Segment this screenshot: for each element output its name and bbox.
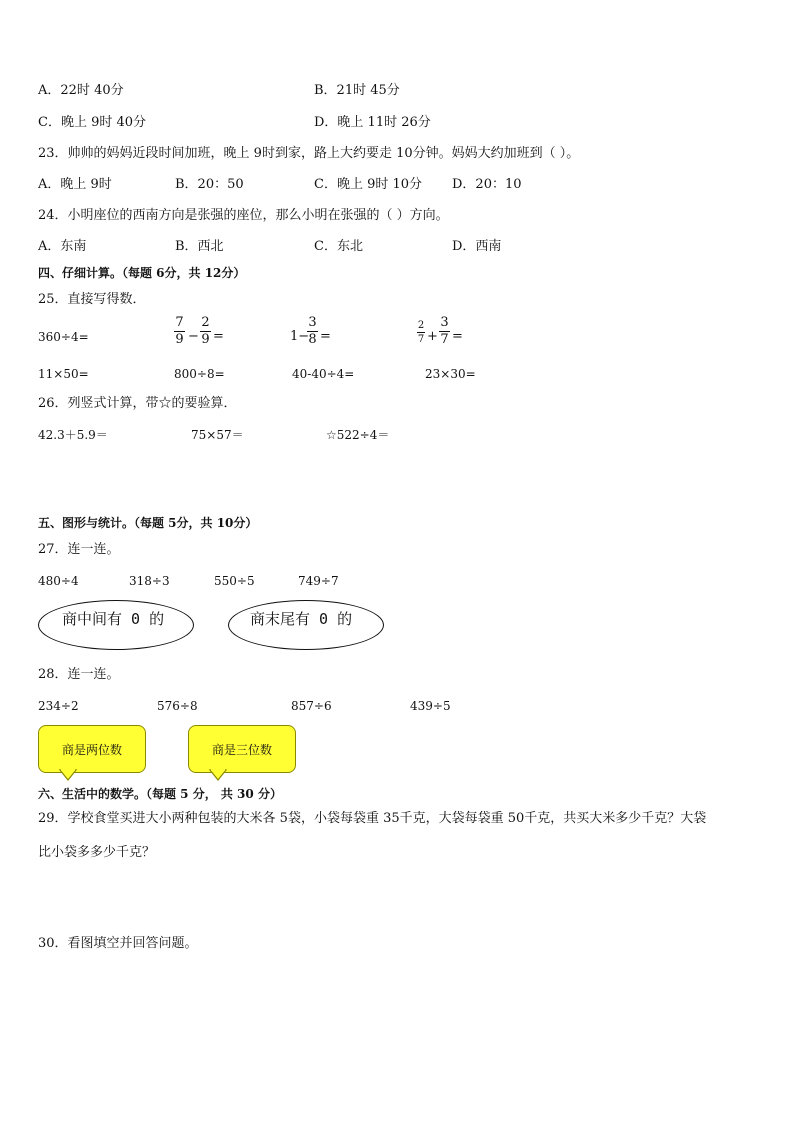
- fraction: 2 9: [201, 315, 210, 347]
- q25-expr-8: 23×30=: [425, 367, 476, 381]
- q23-option-b: B．20：50: [175, 177, 244, 192]
- section-4-title: 四、仔细计算。（每题 6分，共 12分）: [38, 266, 246, 280]
- equals-sign: =: [320, 329, 331, 344]
- q28-item: 576÷8: [157, 699, 198, 713]
- q24-stem: 24．小明座位的西南方向是张强的座位，那么小明在张强的（ ）方向。: [38, 208, 449, 223]
- q28-item: 234÷2: [38, 699, 79, 713]
- callout-label: 商是两位数: [61, 742, 122, 757]
- q28-item: 439÷5: [410, 699, 451, 713]
- plus-sign: +: [427, 329, 438, 344]
- q26-expr-3: ☆522÷4＝: [326, 428, 390, 442]
- q25-expr-4: [417, 316, 477, 356]
- q25-expr-2: [174, 316, 234, 356]
- oval-label: 商中间有 0 的: [62, 610, 165, 628]
- q26-expr-1: 42.3＋5.9＝: [38, 428, 108, 442]
- minus-sign: −: [188, 329, 199, 344]
- q28-item: 857÷6: [291, 699, 332, 713]
- callout-tail: [210, 770, 230, 782]
- q24-option-b: B．西北: [175, 239, 224, 254]
- q25-expr-7: 40-40÷4=: [292, 367, 355, 381]
- q28-stem: 28．连一连。: [38, 667, 120, 682]
- equals-sign: =: [452, 329, 463, 344]
- fraction: 2 7: [417, 320, 425, 345]
- fraction: 7 9: [175, 315, 184, 347]
- q23-stem: 23．帅帅的妈妈近段时间加班，晚上 9时到家，路上大约要走 10分钟。妈妈大约加班到（ ）。: [38, 146, 580, 161]
- q29-line-2: 比小袋多多少千克？: [38, 845, 156, 860]
- q25-stem: 25．直接写得数．: [38, 292, 146, 307]
- q25-expr-5: 11×50=: [38, 367, 89, 381]
- callout-label: 商是三位数: [211, 742, 272, 757]
- oval-label: 商末尾有 0 的: [250, 610, 353, 628]
- fraction: 3 8: [308, 315, 317, 347]
- q22-option-d: D．晚上 11时 26分: [314, 115, 431, 130]
- q30-stem: 30．看图填空并回答问题。: [38, 936, 198, 951]
- fraction: 3 7: [440, 315, 449, 347]
- q24-option-a: A．东南: [38, 239, 87, 254]
- callout-tail: [60, 770, 80, 782]
- section-5-title: 五、图形与统计。（每题 5分，共 10分）: [38, 516, 258, 530]
- q27-stem: 27．连一连。: [38, 542, 120, 557]
- q24-option-d: D．西南: [452, 239, 502, 254]
- q25-expr-6: 800÷8=: [174, 367, 225, 381]
- equals-sign: =: [213, 329, 224, 344]
- callout-three-digit: [188, 725, 296, 773]
- q23-option-a: A．晚上 9时: [38, 177, 112, 192]
- q22-option-a: A．22时 40分: [38, 83, 124, 98]
- q27-item: 480÷4: [38, 574, 79, 588]
- q25-expr-1: 360÷4=: [38, 330, 89, 344]
- q23-option-c: C．晚上 9时 10分: [314, 177, 423, 192]
- q22-option-c: C．晚上 9时 40分: [38, 115, 147, 130]
- q27-item: 550÷5: [214, 574, 255, 588]
- q26-expr-2: 75×57＝: [191, 428, 244, 442]
- q26-stem: 26．列竖式计算，带☆的要验算．: [38, 396, 237, 411]
- one-minus: 1−: [290, 329, 310, 344]
- q24-option-c: C．东北: [314, 239, 363, 254]
- q27-item: 318÷3: [129, 574, 170, 588]
- q27-item: 749÷7: [298, 574, 339, 588]
- q29-line-1: 29．学校食堂买进大小两种包装的大米各 5袋，小袋每袋重 35千克，大袋每袋重 50千克，共买大米多少千克？大袋: [38, 811, 707, 826]
- section-6-title: 六、生活中的数学。（每题 5 分， 共 30 分）: [38, 787, 282, 801]
- q23-option-d: D．20：10: [452, 177, 522, 192]
- callout-two-digit: [38, 725, 146, 773]
- q22-option-b: B．21时 45分: [314, 83, 400, 98]
- q25-expr-3: [290, 316, 350, 356]
